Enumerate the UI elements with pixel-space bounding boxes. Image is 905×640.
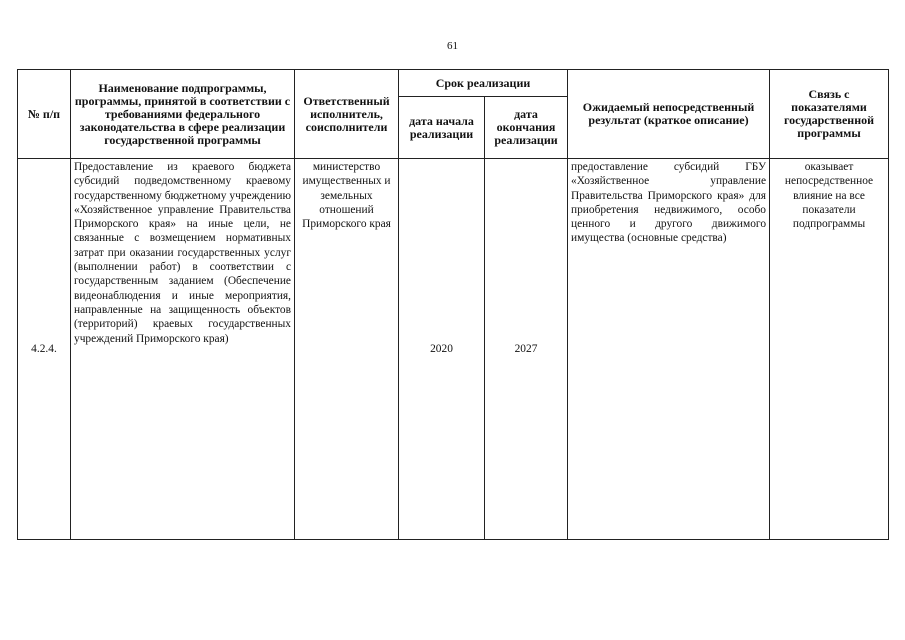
table-header — [18, 70, 889, 159]
header-period: Срок реализации — [399, 70, 568, 97]
row-end-date: 2027 — [485, 159, 568, 540]
row-result: предоставление субсидий ГБУ «Хозяйственное управление Правительства Приморского края» для приобретения недвижимого, особо ценного и другого движимого имущества (основные средства) — [568, 159, 770, 540]
table-row — [18, 159, 889, 540]
page-number: 61 — [447, 40, 458, 52]
header-num: № п/п — [18, 70, 71, 159]
row-num: 4.2.4. — [18, 159, 71, 540]
header-result: Ожидаемый непосредственный результат (краткое описание) — [568, 70, 770, 159]
header-start: дата начала реализации — [399, 97, 485, 159]
row-executor: министерство имущественных и земельных отношений Приморского края — [295, 159, 399, 540]
row-start-date: 2020 — [399, 159, 485, 540]
header-name: Наименование подпрограммы, программы, принятой в соответствии с требованиями федерального законодательства в сфере реализации государственной программы — [71, 70, 295, 159]
program-table — [17, 69, 889, 540]
row-name: Предоставление из краевого бюджета субсидий подведомственному краевому государственному бюджетному учреждению «Хозяйственное управление Правительства Приморского края» на иные цели, не связанные с возмещением нормативных затрат при оказании государственных услуг (выполнении работ) в соответствии с государственным заданием (Обеспечение видеонаблюдения и иные мероприятия, направленные на защищенность объектов (территорий) краевых государственных учреждений Приморского края) — [71, 159, 295, 540]
row-link: оказывает непосредственное влияние на все показатели подпрограммы — [770, 159, 889, 540]
header-executor: Ответственный исполнитель, соисполнители — [295, 70, 399, 159]
header-link: Связь с показателями государственной программы — [770, 70, 889, 159]
header-end: дата окончания реализации — [485, 97, 568, 159]
